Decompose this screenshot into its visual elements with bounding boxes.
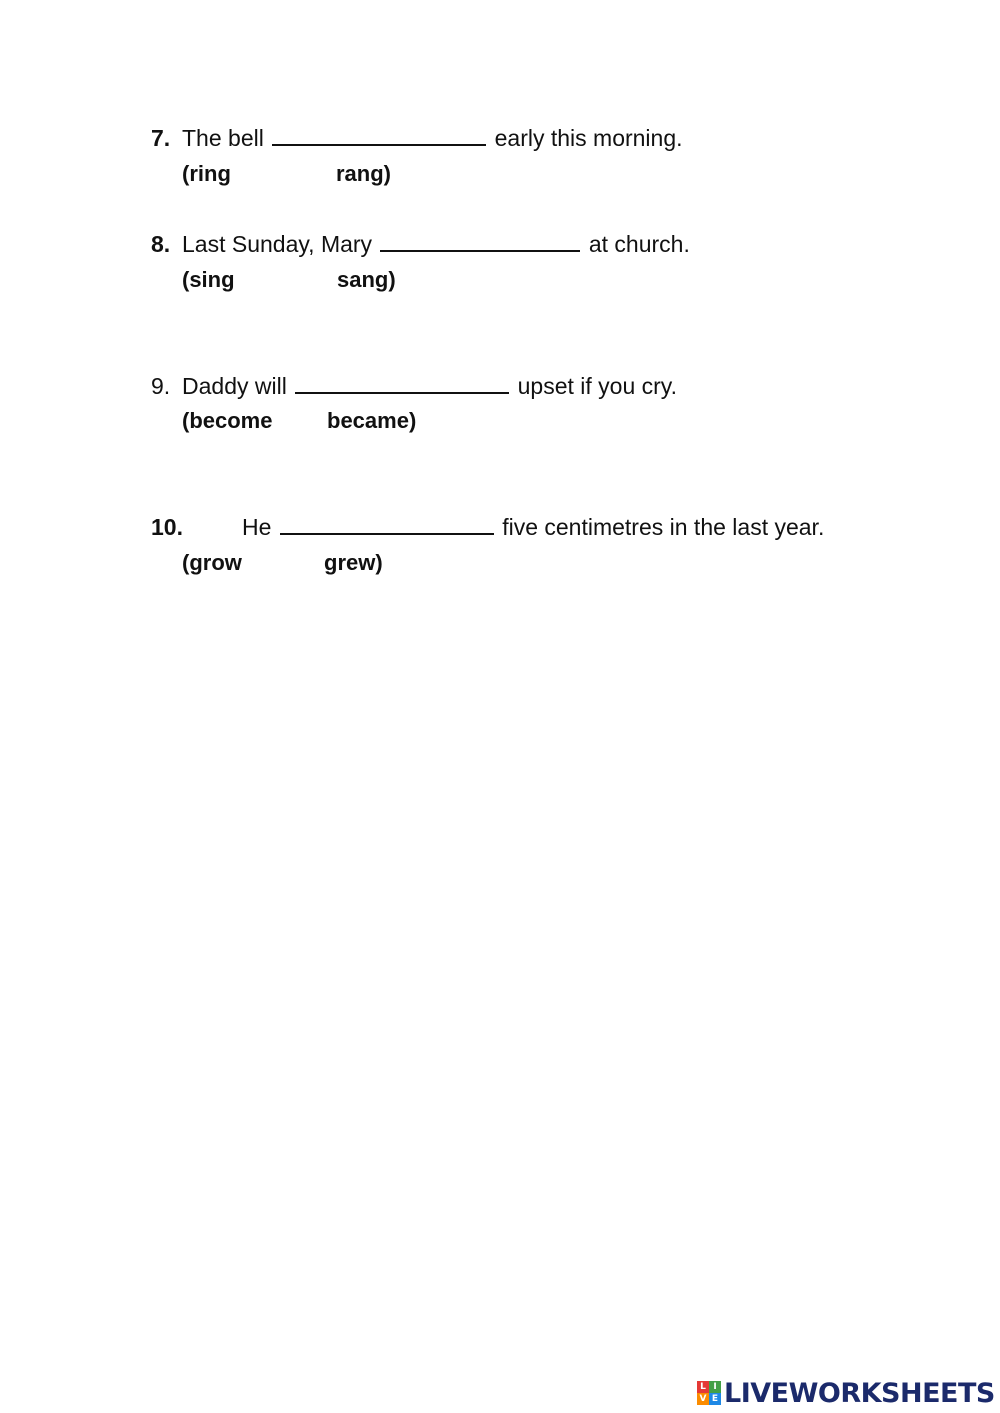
question-sentence [182,372,677,400]
logo-letter: I [709,1381,721,1393]
logo-letter: V [697,1393,709,1405]
option-b: rang) [336,161,391,186]
answer-blank[interactable] [295,372,509,394]
logo-letter: E [709,1393,721,1405]
option-a: (ring [182,161,231,186]
answer-blank[interactable] [380,230,580,252]
live-logo-icon [697,1381,721,1405]
sentence-end: five centimetres in the last year. [502,514,825,540]
brand-name: LIVEWORKSHEETS [724,1377,995,1409]
question-number: 9. [151,373,171,399]
question-number: 10. [151,514,183,540]
sentence-start: Last Sunday, Mary [182,231,373,257]
sentence-start: The bell [182,125,264,151]
answer-blank[interactable] [272,124,486,146]
answer-blank[interactable] [280,513,494,535]
option-b: sang) [337,267,396,292]
option-a: (sing [182,267,235,292]
option-b: became) [327,408,417,433]
sentence-start: Daddy will [182,373,287,399]
sentence-end: at church. [588,231,690,257]
question-sentence [182,230,690,258]
sentence-end: early this morning. [494,125,683,151]
question-sentence [182,124,683,152]
question-number: 7. [151,125,171,151]
option-b: grew) [324,550,383,575]
logo-letter: L [697,1381,709,1393]
question-number: 8. [151,231,171,257]
option-a: (become [182,408,273,433]
liveworksheets-logo [697,1378,995,1408]
question-sentence [242,513,824,541]
option-a: (grow [182,550,242,575]
sentence-end: upset if you cry. [517,373,677,399]
sentence-start: He [242,514,272,540]
